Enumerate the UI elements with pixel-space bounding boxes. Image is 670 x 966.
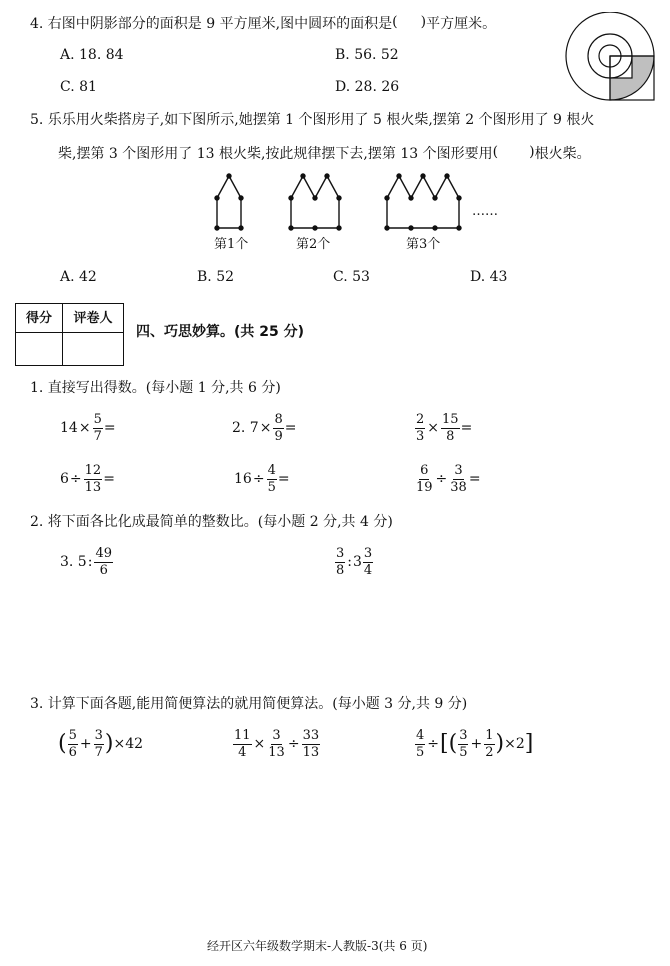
- p2-title: 2. 将下面各比化成最简单的整数比。(每小题 2 分,共 4 分): [30, 514, 393, 530]
- q5-text: 柴,摆第 3 个图形用了 13 根火柴,按此规律摆下去,摆第 13 个图形要用: [58, 146, 493, 162]
- q4-text-after: 平方厘米。: [426, 16, 497, 32]
- figure-3-label: 第3个: [406, 237, 441, 252]
- matchstick-figures: [205, 172, 505, 234]
- q5-option-c[interactable]: C. 53: [333, 269, 370, 285]
- q4-stem: [30, 15, 496, 31]
- q4-option-b[interactable]: B. 56. 52: [335, 47, 399, 63]
- grader-cell[interactable]: [63, 333, 124, 366]
- p1-expr-3: $\frac{2}{3}$ × $\frac{15}{8}$ =: [416, 412, 473, 444]
- q4-text: 4. 右图中阴影部分的面积是 9 平方厘米,图中圆环的面积是: [30, 16, 393, 32]
- p1-expr-1: 14 × $\frac{5}{7}$ =: [60, 412, 116, 444]
- figure-2-label: 第2个: [296, 237, 331, 252]
- section4-title: 四、巧思妙算。(共 25 分): [136, 324, 305, 340]
- q5-option-a[interactable]: A. 42: [60, 269, 97, 285]
- q5-text-after: 根火柴。: [534, 146, 591, 162]
- score-box: [15, 303, 124, 366]
- figure-ellipsis: ……: [472, 204, 498, 219]
- q5-option-b[interactable]: B. 52: [197, 269, 235, 285]
- q5-line2: [58, 145, 591, 161]
- q5-option-d[interactable]: D. 43: [470, 269, 508, 285]
- ring-figure: [562, 12, 658, 102]
- figure-3: [385, 174, 461, 230]
- score-cell[interactable]: [16, 333, 63, 366]
- q4-option-d[interactable]: D. 28. 26: [335, 79, 400, 95]
- figure-2: [289, 174, 341, 230]
- p1-expr-5: 16 ÷ $\frac{4}{5}$ =: [234, 463, 290, 495]
- q4-option-a[interactable]: A. 18. 84: [60, 47, 124, 63]
- p2-ratio-1: 3. 5 : $\frac{49}{6}$: [60, 546, 112, 578]
- p1-title: 1. 直接写出得数。(每小题 1 分,共 6 分): [30, 380, 281, 396]
- p3-calc-3: $\frac{4}{5}$ ÷ [ ( $\frac{3}{5}$ + $\frac{1}{2}$ ) ×2 ]: [416, 728, 534, 760]
- q4-option-c[interactable]: C. 81: [60, 79, 97, 95]
- p1-expr-4: 6 ÷ $\frac{12}{13}$ =: [60, 463, 115, 495]
- q5-line1: 5. 乐乐用火柴搭房子,如下图所示,她摆第 1 个图形用了 5 根火柴,摆第 2 个图形用了 9 根火: [30, 112, 595, 128]
- p1-expr-2: 2. 7 × $\frac{8}{9}$ =: [232, 412, 297, 444]
- page-footer: 经开区六年级数学期末-人教版-3(共 6 页): [207, 939, 428, 953]
- p3-calc-1: ( $\frac{5}{6}$ + $\frac{3}{7}$ ) ×42: [58, 728, 144, 760]
- p2-ratio-2: $\frac{3}{8}$ : 3 $\frac{3}{4}$: [336, 546, 373, 578]
- p3-title: 3. 计算下面各题,能用简便算法的就用简便算法。(每小题 3 分,共 9 分): [30, 696, 468, 712]
- figure-1-label: 第1个: [214, 237, 249, 252]
- q4-answer-blank[interactable]: [392, 15, 426, 31]
- p3-calc-2: $\frac{11}{4}$ × $\frac{3}{13}$ ÷ $\frac{33}{13}$: [234, 728, 320, 760]
- score-header: 得分: [16, 304, 63, 333]
- figure-1: [215, 174, 243, 230]
- q5-answer-blank[interactable]: [493, 145, 535, 161]
- grader-header: 评卷人: [63, 304, 124, 333]
- p1-expr-6: $\frac{6}{19}$ ÷ $\frac{3}{38}$ =: [416, 463, 481, 495]
